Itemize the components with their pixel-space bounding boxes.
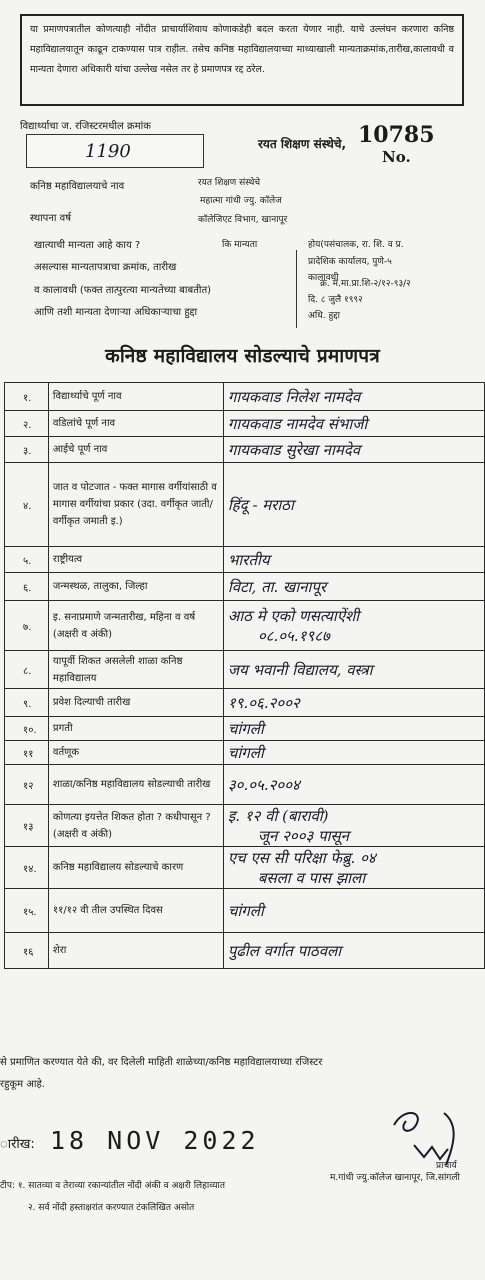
row-value: [223, 889, 484, 933]
vertical-divider: [296, 250, 297, 328]
table-row: [5, 651, 485, 689]
table-row: [5, 411, 485, 437]
row-label: कनिष्ठ महाविद्यालय सोडल्याचे कारण: [48, 847, 223, 889]
row-value: [223, 573, 484, 601]
order-label-2: व कालावधी (फक्त तात्पुरत्या मान्यतेच्या बाबतीत): [34, 285, 212, 296]
table-row: [5, 741, 485, 765]
gr-number-box: [26, 134, 204, 168]
row-label: वडिलांचे पूर्ण नाव: [48, 411, 223, 437]
row-value: [223, 933, 484, 969]
row-value-line: चांगली: [227, 901, 264, 920]
college-stamp: म.गांधी ज्यु.कॉलेज खानापूर, जि.सांगली: [330, 1173, 460, 1183]
row-value-line: गायकवाड निलेश नामदेव: [227, 387, 361, 406]
row-value-line-2: जून २००३ पासून: [257, 826, 349, 845]
row-value: [223, 765, 484, 805]
row-value-line: चांगली: [227, 719, 264, 738]
row-value-line: गायकवाड सुरेखा नामदेव: [227, 440, 361, 459]
row-value-line: इ. १२ वी (बारावी): [227, 806, 329, 825]
table-row: [5, 463, 485, 547]
table-body: [5, 383, 485, 969]
row-value-line: जय भवानी विद्यालय, वस्त्रा: [227, 660, 373, 679]
order-value-1: प्रादेशिक कार्यालय, पुणे-५: [308, 257, 392, 267]
table-row: [5, 573, 485, 601]
row-label: कोणत्या इयत्तेत शिकत होता ? कधीपासून ? (अक्षरी व अंकी): [48, 805, 223, 847]
row-value-line: एच एस सी परिक्षा फेब्रु. ०४: [227, 848, 376, 867]
table-row: [5, 547, 485, 573]
row-number: २.: [5, 411, 49, 437]
row-value: [223, 741, 484, 765]
notice-box: [20, 14, 464, 106]
institution-prefix: रयत शिक्षण संस्थेचे,: [258, 137, 346, 151]
row-value-line: चांगली: [227, 743, 264, 762]
row-value-line: आठ मे एको णसत्याऐंशी: [227, 606, 360, 625]
row-value: [223, 847, 484, 889]
row-value: [223, 547, 484, 573]
row-number: ५.: [5, 547, 49, 573]
principal-label: प्राचार्य: [436, 1161, 457, 1171]
row-label: आईचे पूर्ण नाव: [48, 437, 223, 463]
order-value-5: अधि. हुद्दा: [308, 311, 340, 321]
row-label: विद्यार्थ्याचे पूर्ण नाव: [48, 383, 223, 411]
row-label: जन्मस्थळ, तालुका, जिल्हा: [48, 573, 223, 601]
table-row: [5, 765, 485, 805]
row-value-line: गायकवाड नामदेव संभाजी: [227, 414, 368, 433]
table-row: [5, 383, 485, 411]
row-value-line: ३०.०५.२००४: [227, 775, 300, 794]
row-value: [223, 689, 484, 717]
recognition-value: कि मान्यता: [222, 240, 258, 250]
row-label: वर्तणूक: [48, 741, 223, 765]
college-name-line2: महात्मा गांधी ज्यु. कॉलेज: [200, 196, 282, 206]
row-label: शेरा: [48, 933, 223, 969]
signature: [384, 1105, 474, 1175]
row-number: १.: [5, 383, 49, 411]
serial-number: 10785: [358, 122, 435, 148]
row-value: [223, 805, 484, 847]
note-line-2: २. सर्व नोंदी हस्ताक्षरांत करण्यात टंकलिखित असोत: [28, 1203, 195, 1213]
row-value: [223, 383, 484, 411]
row-value-line: १९.०६.२००२: [227, 693, 300, 712]
row-number: ७.: [5, 601, 49, 651]
table-row: [5, 847, 485, 889]
row-value: [223, 601, 484, 651]
row-number: ४.: [5, 463, 49, 547]
register-label: विद्यार्थ्याचा ज. रजिस्टरमधील क्रमांक: [20, 121, 151, 132]
row-label: शाळा/कनिष्ठ महाविद्यालय सोडल्याची तारीख: [48, 765, 223, 805]
row-number: १२: [5, 765, 49, 805]
order-value-3: दि. ८ जुलै १९९२: [308, 295, 363, 305]
order-value-4: कालावधी: [308, 273, 339, 283]
college-name-label: कनिष्ठ महाविद्यालयाचे नाव: [30, 181, 125, 192]
row-value: [223, 437, 484, 463]
row-value: [223, 463, 484, 547]
certify-line-2: रहुकूम आहे.: [0, 1079, 45, 1090]
row-label: यापूर्वी शिकत असलेली शाळा कनिष्ठ महाविद्यालय: [48, 651, 223, 689]
row-value-line: भारतीय: [227, 550, 270, 569]
establishment-label: स्थापना वर्ष: [30, 213, 72, 224]
issue-date: 18 NOV 2022: [50, 1126, 260, 1155]
no-label: No.: [382, 148, 411, 166]
row-label: प्रवेश दिल्याची तारीख: [48, 689, 223, 717]
order-value-2: क्र. मं.मा.प्रा.शि-२/१२-९३/२: [320, 279, 411, 289]
row-value: [223, 717, 484, 741]
row-label: प्रगती: [48, 717, 223, 741]
row-number: ३.: [5, 437, 49, 463]
table-row: [5, 601, 485, 651]
order-label-3: आणि तशी मान्यता देणाऱ्या अधिकाऱ्याचा हुद्दा: [34, 307, 198, 318]
row-number: १६: [5, 933, 49, 969]
certify-line-1: से प्रमाणित करण्यात येते की, वर दिलेली माहिती शाळेच्या/कनिष्ठ महाविद्यालयाच्या रजिस्टर: [0, 1057, 323, 1068]
table-row: [5, 805, 485, 847]
authority-value: होय(पसंचालक, रा. शि. व प्र.: [308, 240, 404, 250]
table-row: [5, 437, 485, 463]
row-label: जात व पोटजात - फक्त मागास वर्गीयांसाठी व मागास वर्गीयांचा प्रकार (उदा. वर्गीकृत जाती/ वर्गीकृत जमाती इ.): [48, 463, 223, 547]
row-value-line: पुढील वर्गात पाठवला: [227, 941, 342, 960]
row-number: १४.: [5, 847, 49, 889]
row-value: [223, 411, 484, 437]
row-value-line-2: ०८.०५.१९८७: [257, 626, 330, 645]
recognition-label: खात्याची मान्यता आहे काय ?: [34, 240, 141, 251]
row-number: १३: [5, 805, 49, 847]
establishment-value: कॉलेजिएट विभाग, खानापूर: [198, 215, 288, 225]
college-name-line1: रयत शिक्षण संस्थेचे: [198, 178, 261, 188]
table-row: [5, 889, 485, 933]
certificate-title: कनिष्ठ महाविद्यालय सोडल्याचे प्रमाणपत्र: [105, 345, 380, 367]
gr-number: 1190: [85, 141, 131, 162]
row-number: ८.: [5, 651, 49, 689]
row-value: [223, 651, 484, 689]
row-value-line: हिंदू - मराठा: [227, 495, 294, 514]
table-row: [5, 689, 485, 717]
table-row: [5, 717, 485, 741]
row-number: ९.: [5, 689, 49, 717]
order-label-1: असल्यास मान्यतापत्राचा क्रमांक, तारीख: [34, 262, 177, 273]
row-label: राष्ट्रीयत्व: [48, 547, 223, 573]
row-number: १०.: [5, 717, 49, 741]
row-value-line: विटा, ता. खानापूर: [227, 577, 327, 596]
row-value-line-2: बसला व पास झाला: [257, 868, 366, 887]
note-line-1: टीप: १. सातव्या व तेराव्या रकान्यांतील नोंदी अंकी व अक्षरी लिहाव्यात: [0, 1181, 226, 1191]
row-number: १५.: [5, 889, 49, 933]
row-number: ६.: [5, 573, 49, 601]
certificate-table: [4, 382, 485, 969]
table-row: [5, 933, 485, 969]
row-label: ११/१२ वी तील उपस्थित दिवस: [48, 889, 223, 933]
row-label: इ. सनाप्रमाणे जन्मतारीख, महिना व वर्ष (अक्षरी व अंकी): [48, 601, 223, 651]
notice-text: या प्रमाणपत्रातील कोणत्याही नोंदीत प्राचार्याशिवाय कोणाकडेही बदल करता येणार नाही. याचे उल्लंघन करणारा कनिष्ठ महाविद्यालयातून काढून टाकण्यास पात्र राहील. तसेच कनिष्ठ महाविद्यालयाच्या माथ्याखाली मान्यताक्रमांक,तारीख,कालावधी व मान्यता देणारा अधिकारी यांचा उल्लेख नसेल तर हे प्रमाणपत्र रद्द ठरेल.: [30, 24, 454, 75]
row-number: ११: [5, 741, 49, 765]
date-label: ारीख:: [0, 1137, 35, 1152]
